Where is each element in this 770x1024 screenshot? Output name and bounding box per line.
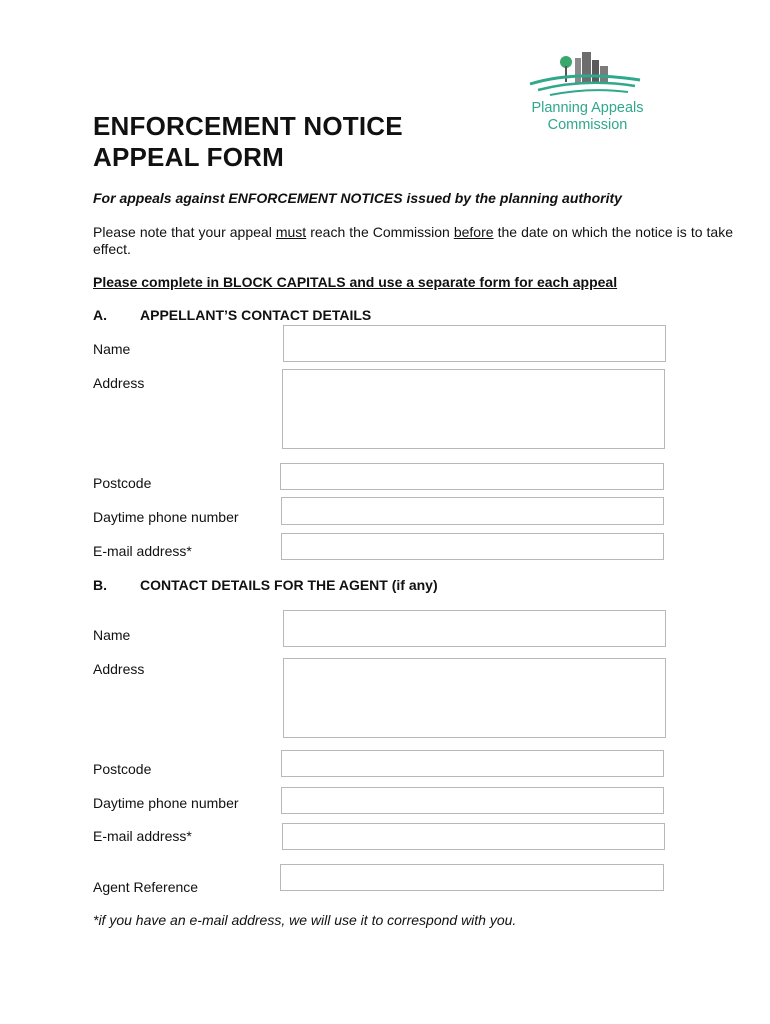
city-skyline-logo-icon	[500, 44, 675, 96]
agent-phone-label: Daytime phone number	[93, 795, 239, 811]
logo-text-line1: Planning Appeals	[531, 100, 644, 116]
section-a-heading	[93, 307, 371, 323]
form-subtitle: For appeals against ENFORCEMENT NOTICES issued by the planning authority	[93, 190, 622, 206]
appellant-address-label: Address	[93, 375, 145, 391]
appellant-name-input[interactable]	[283, 325, 666, 362]
section-b-title: CONTACT DETAILS FOR THE AGENT (if any)	[140, 577, 438, 593]
agent-reference-label: Agent Reference	[93, 879, 199, 895]
agent-email-label: E-mail address*	[93, 828, 192, 844]
appellant-name-label: Name	[93, 341, 131, 357]
note-text-2: reach the Commission	[306, 224, 454, 240]
appellant-phone-label: Daytime phone number	[93, 509, 239, 525]
agent-email-input[interactable]	[282, 823, 665, 850]
agent-name-label: Name	[93, 627, 131, 643]
section-a-letter: A.	[93, 307, 107, 323]
logo-text-line2: Commission	[547, 117, 628, 133]
appellant-postcode-input[interactable]	[280, 463, 664, 490]
block-capitals-instruction: Please complete in BLOCK CAPITALS and use a separate form for each appeal	[93, 274, 618, 290]
appellant-email-input[interactable]	[281, 533, 664, 560]
note-emphasis-must: must	[275, 224, 307, 240]
appellant-postcode-label: Postcode	[93, 475, 152, 491]
agent-reference-input[interactable]	[280, 864, 664, 891]
agent-name-input[interactable]	[283, 610, 666, 647]
agent-address-input[interactable]	[283, 658, 666, 738]
note-text-1: Please note that your appeal	[93, 224, 276, 240]
email-footnote: *if you have an e-mail address, we will use it to correspond with you.	[93, 912, 517, 928]
appellant-phone-input[interactable]	[281, 497, 664, 525]
appellant-address-input[interactable]	[282, 369, 665, 449]
section-b-heading	[93, 577, 438, 593]
note-emphasis-before: before	[453, 224, 494, 240]
title-line-2: APPEAL FORM	[93, 142, 284, 172]
agent-address-label: Address	[93, 661, 145, 677]
page-title	[93, 111, 403, 173]
planning-appeals-commission-logo	[500, 44, 680, 136]
section-a-title: APPELLANT’S CONTACT DETAILS	[140, 307, 372, 323]
note-text-3: the date on which the notice is to take effect.	[93, 224, 733, 257]
deadline-note	[93, 224, 733, 258]
appellant-email-label: E-mail address*	[93, 543, 192, 559]
agent-phone-input[interactable]	[281, 787, 664, 814]
title-line-1: ENFORCEMENT NOTICE	[93, 111, 403, 141]
agent-postcode-label: Postcode	[93, 761, 152, 777]
agent-postcode-input[interactable]	[281, 750, 664, 777]
section-b-letter: B.	[93, 577, 107, 593]
